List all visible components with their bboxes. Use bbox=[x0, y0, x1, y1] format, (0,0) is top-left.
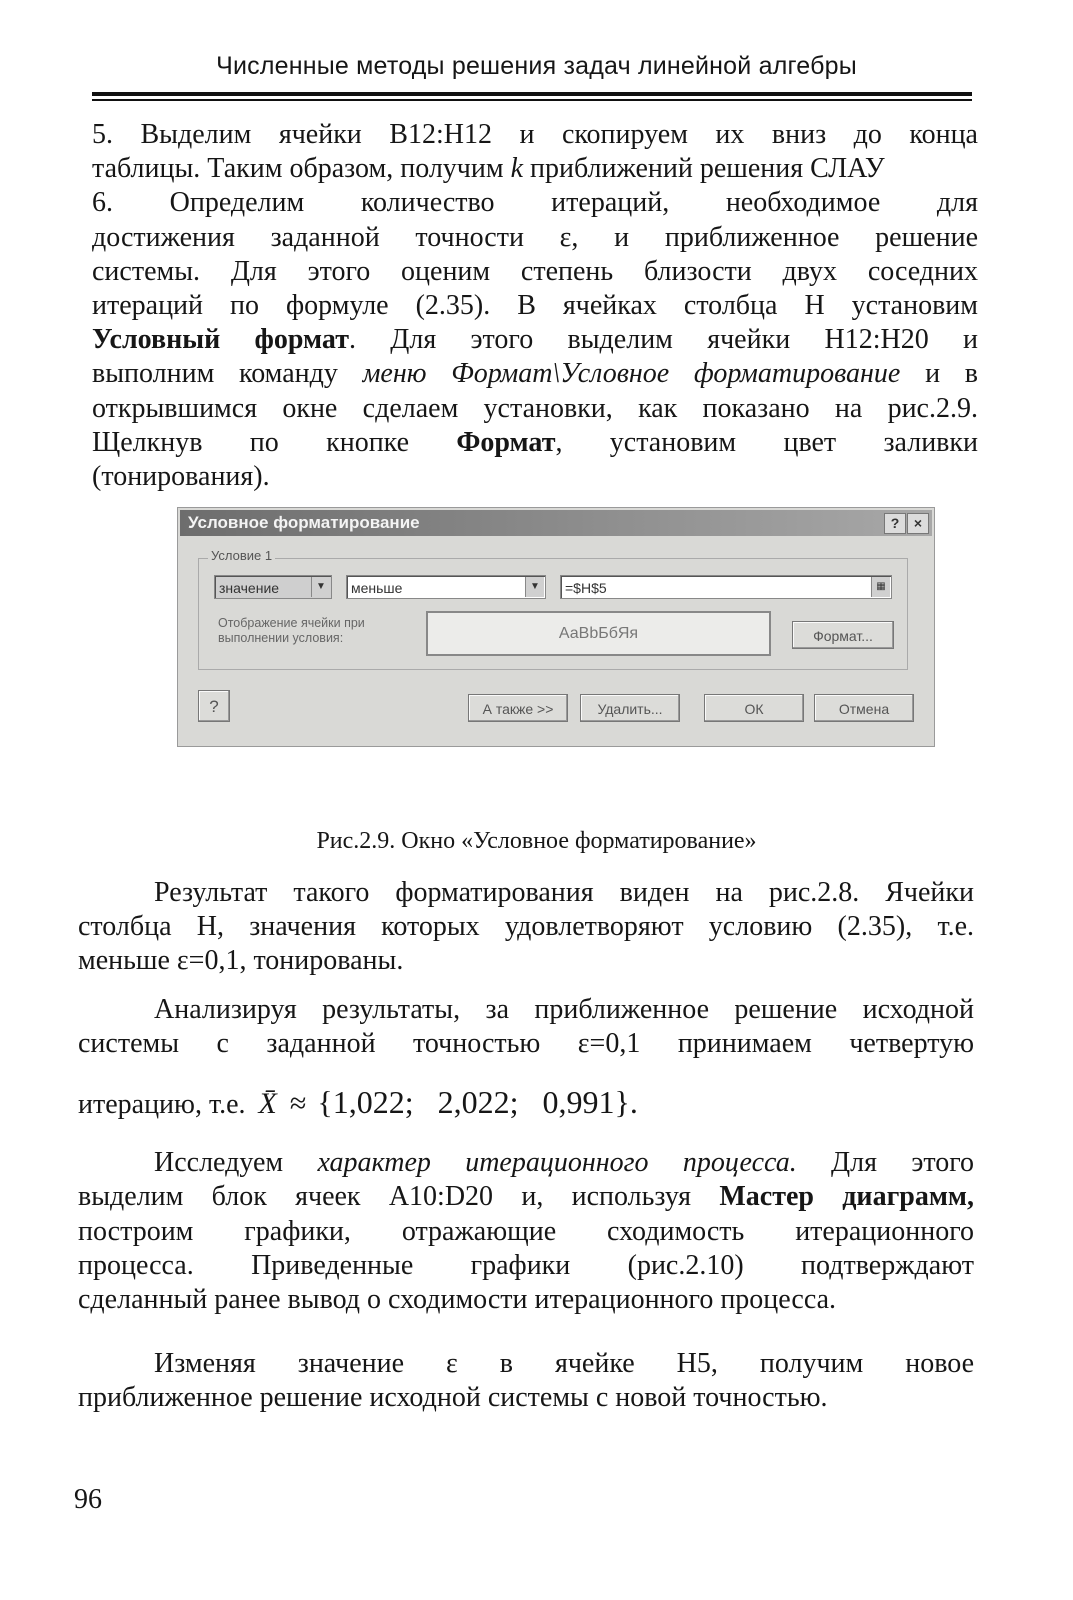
step6-line7: открывшимся окне сделаем установки, как показано на рис.2.9. bbox=[92, 392, 978, 424]
change-line2: приближенное решение исходной системы с новой точностью. bbox=[78, 1382, 828, 1414]
step6-line6: выполним команду меню Формат\Условное форматирование и в bbox=[92, 358, 978, 390]
analysis-formula-line bbox=[78, 1085, 974, 1122]
steps-text bbox=[92, 118, 978, 494]
help-title-button[interactable]: ? bbox=[884, 513, 906, 534]
results-text bbox=[78, 876, 974, 1416]
cancel-button[interactable]: Отмена bbox=[814, 694, 914, 722]
study-line2: выделим блок ячеек A10:D20 и, используя Мастер диаграмм, bbox=[78, 1181, 974, 1213]
help-icon[interactable]: ? bbox=[198, 690, 230, 722]
condition-type-value: значение bbox=[219, 580, 280, 596]
operator-select[interactable] bbox=[346, 575, 546, 599]
delete-button[interactable]: Удалить... bbox=[580, 694, 680, 722]
result-line2: столбца H, значения которых удовлетворяют условию (2.35), т.е. bbox=[78, 911, 974, 943]
formula-approx: ≈ bbox=[289, 1087, 307, 1121]
step6-line1: 6. Определим количество итераций, необходимое для bbox=[92, 187, 978, 219]
step6-line9: (тонирования). bbox=[92, 461, 270, 493]
analysis-line1: Анализируя результаты, за приближенное решение исходной bbox=[154, 993, 974, 1025]
operator-value: меньше bbox=[351, 580, 403, 596]
format-button[interactable]: Формат... bbox=[792, 621, 894, 649]
study-line5: сделанный ранее вывод о сходимости итерационного процесса. bbox=[78, 1284, 837, 1316]
change-line1: Изменяя значение ε в ячейке H5, получим новое bbox=[154, 1348, 974, 1380]
step6-line2: достижения заданной точности ε, и приближенное решение bbox=[92, 221, 978, 253]
header-rule-thin bbox=[92, 99, 972, 101]
step5-line1: 5. Выделим ячейки B12:H12 и скопируем их вниз до конца bbox=[92, 119, 978, 150]
dialog-title: Условное форматирование bbox=[188, 513, 420, 532]
result-line3: меньше ε=0,1, тонированы. bbox=[78, 945, 404, 977]
study-line3: построим графики, отражающие сходимость итерационного bbox=[78, 1215, 974, 1247]
condition-type-select[interactable] bbox=[214, 575, 332, 599]
figure-caption: Рис.2.9. Окно «Условное форматирование» bbox=[316, 828, 757, 854]
range-picker-icon[interactable]: ▦ bbox=[871, 577, 890, 597]
step6-line3: системы. Для этого оценим степень близости двух соседних bbox=[92, 255, 978, 287]
close-icon[interactable]: × bbox=[907, 513, 929, 534]
preview-label-1: Отображение ячейки при bbox=[218, 616, 365, 630]
ok-button[interactable]: ОК bbox=[704, 694, 804, 722]
analysis-line2: системы с заданной точностью ε=0,1 принимаем четвертую bbox=[78, 1027, 974, 1059]
step6-line8: Щелкнув по кнопке Формат, установим цвет заливки bbox=[92, 426, 978, 458]
condition-group-label: Условие 1 bbox=[208, 548, 275, 563]
result-line1: Результат такого форматирования виден на рис.2.8. Ячейки bbox=[154, 877, 974, 908]
step5-line2: таблицы. Таким образом, получим k приближений решения СЛАУ bbox=[92, 153, 885, 185]
formula-variable: X̄ bbox=[258, 1087, 277, 1121]
preview-label-2: выполнении условия: bbox=[218, 631, 344, 645]
running-head: Численные методы решения задач линейной алгебры bbox=[216, 52, 857, 80]
page-number: 96 bbox=[74, 1484, 102, 1515]
dialog-titlebar bbox=[180, 510, 932, 536]
step6-line4: итераций по формуле (2.35). В ячейках столбца H установим bbox=[92, 290, 978, 322]
formula-input[interactable] bbox=[560, 575, 892, 599]
study-line1: Исследуем характер итерационного процесса. Для этого bbox=[154, 1147, 974, 1179]
formula-value: =$H$5 bbox=[565, 580, 607, 596]
also-button[interactable]: А также >> bbox=[468, 694, 568, 722]
header-rule-thick bbox=[92, 92, 972, 96]
format-preview: АаВbБбЯя bbox=[426, 611, 771, 656]
step6-line5: Условный формат. Для этого выделим ячейки H12:H20 и bbox=[92, 324, 979, 356]
analysis-line3: итерацию, т.е. bbox=[78, 1089, 246, 1121]
chevron-down-icon[interactable]: ▼ bbox=[525, 577, 544, 597]
study-line4: процесса. Приведенные графики (рис.2.10) подтверждают bbox=[78, 1249, 974, 1281]
chevron-down-icon[interactable]: ▼ bbox=[311, 577, 330, 597]
formula-set: {1,022; 2,022; 0,991}. bbox=[317, 1084, 638, 1121]
conditional-format-dialog bbox=[177, 507, 935, 747]
